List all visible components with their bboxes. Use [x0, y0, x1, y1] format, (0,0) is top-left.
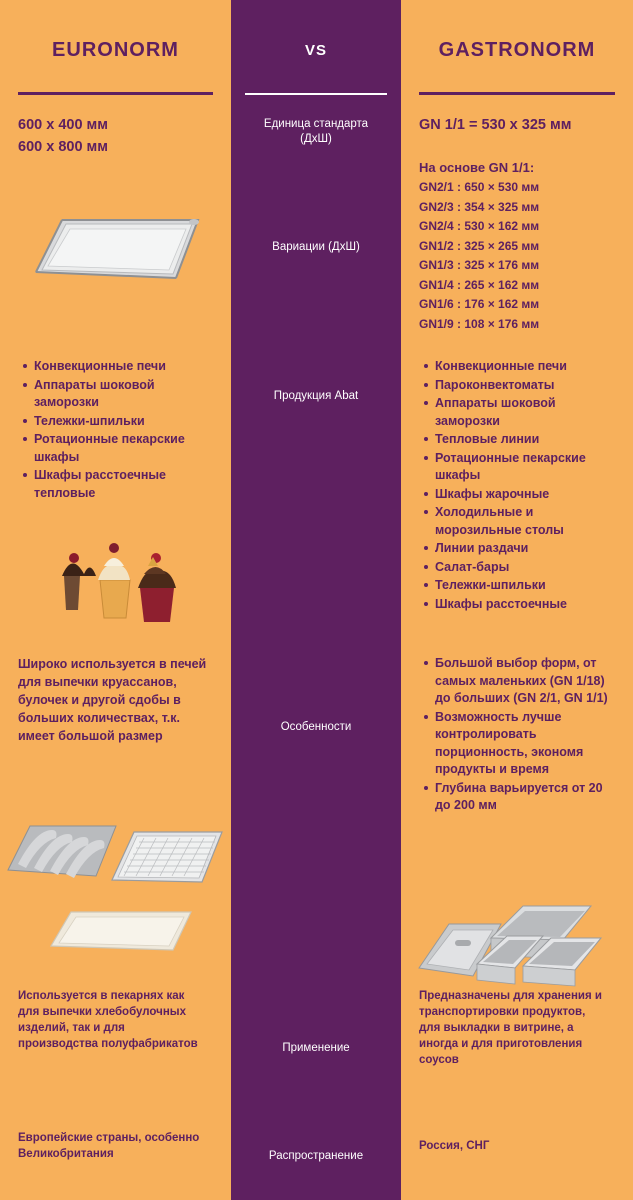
- euronorm-size-1: 600 x 400 мм: [18, 117, 108, 133]
- cupcakes-illustration: [48, 518, 198, 633]
- row-label-standard-unit: [231, 117, 401, 147]
- euronorm-application: [0, 988, 221, 1052]
- gastronorm-application-text: Предназначены для хранения и транспортировки продуктов, для выкладки в витрине, а иногда и для приготовления соусов: [419, 990, 602, 1066]
- list-item: Возможность лучше контролировать порционность, экономя продукты и время: [435, 709, 611, 779]
- variation-item: GN2/3 : 354 × 325 мм: [419, 199, 540, 214]
- euronorm-products: [18, 358, 213, 502]
- header-divider-right: [419, 92, 615, 95]
- euronorm-features: [0, 655, 225, 745]
- list-item: Глубина варьируется от 20 до 200 мм: [435, 780, 611, 815]
- euronorm-application-text: Используется в пекарнях как для выпечки хлебобулочных изделий, так и для производства полуфабрикатов: [18, 990, 198, 1050]
- column-euronorm: [0, 0, 231, 1200]
- list-item: Большой выбор форм, от самых маленьких (GN 1/18) до больших (GN 2/1, GN 1/1): [435, 655, 611, 708]
- gastronorm-title: GASTRONORM: [438, 38, 596, 61]
- header-divider-left: [18, 92, 213, 95]
- baguette-tray-icon: [4, 810, 229, 895]
- variation-item: GN1/3 : 325 × 176 мм: [419, 258, 540, 272]
- gastronorm-header: [401, 0, 633, 100]
- list-item: Линии раздачи: [435, 540, 615, 558]
- gastronorm-distribution-text: Россия, СНГ: [419, 1140, 490, 1152]
- gastronorm-features-list: [419, 655, 611, 815]
- gn-container-icon: [415, 880, 615, 995]
- baking-sheet-illustration: [26, 200, 206, 305]
- row-label-variations: Вариации (ДхШ): [272, 241, 360, 253]
- list-item: Ротационные пекарские шкафы: [34, 431, 213, 466]
- list-item: Пароконвектоматы: [435, 377, 615, 395]
- euronorm-distribution-text: Европейские страны, особенно Великобритания: [18, 1132, 200, 1160]
- list-item: Тележки-шпильки: [435, 577, 615, 595]
- perforated-trays-illustration: [4, 810, 229, 900]
- list-item: Аппараты шоковой заморозки: [435, 395, 615, 430]
- gn-containers-illustration: [415, 880, 615, 1000]
- vs-header: [231, 0, 401, 100]
- euronorm-products-list: [0, 358, 231, 503]
- column-labels: [231, 0, 401, 1200]
- variation-item: GN1/6 : 176 × 162 мм: [419, 297, 540, 311]
- list-item: Шкафы расстоечные: [435, 596, 615, 614]
- euronorm-size-2: 600 x 800 мм: [18, 139, 108, 155]
- list-item: Аппараты шоковой заморозки: [34, 377, 213, 412]
- gastronorm-products: [419, 358, 615, 613]
- variation-item: GN1/4 : 265 × 162 мм: [419, 277, 540, 292]
- gastronorm-distribution: [401, 1138, 627, 1154]
- list-item: Шкафы жарочные: [435, 486, 615, 504]
- variation-item: GN1/2 : 325 × 265 мм: [419, 238, 540, 253]
- vs-title: VS: [304, 41, 327, 59]
- variation-item: GN2/4 : 530 × 162 мм: [419, 219, 540, 233]
- list-item: Конвекционные печи: [34, 358, 213, 376]
- gastronorm-standard-size: [401, 114, 633, 136]
- baking-sheet-icon: [26, 200, 206, 300]
- euronorm-standard-sizes: [0, 114, 231, 158]
- list-item: Тепловые линии: [435, 431, 615, 449]
- euronorm-distribution: [0, 1130, 225, 1162]
- white-tray-illustration: [45, 900, 200, 967]
- gastronorm-variations: [401, 158, 633, 334]
- euronorm-header: [0, 0, 231, 100]
- column-gastronorm: [401, 0, 633, 1200]
- list-item: Ротационные пекарские шкафы: [435, 450, 615, 485]
- variations-title: На основе GN 1/1:: [419, 160, 535, 175]
- white-tray-icon: [45, 900, 200, 962]
- list-item: Конвекционные печи: [435, 358, 615, 376]
- list-item: Тележки-шпильки: [34, 413, 213, 431]
- row-label-standard-unit-line1: Единица стандарта: [263, 118, 369, 130]
- row-label-application: Применение: [282, 1042, 350, 1054]
- gastronorm-products-list: [401, 358, 633, 614]
- euronorm-title: EURONORM: [52, 38, 179, 61]
- variation-item: GN2/1 : 650 × 530 мм: [419, 180, 540, 194]
- row-label-standard-unit-line2: (ДхШ): [300, 133, 332, 145]
- gastronorm-application: [401, 988, 627, 1068]
- gastronorm-features: [401, 655, 629, 816]
- gastronorm-size-1: GN 1/1 = 530 x 325 мм: [419, 117, 572, 133]
- cupcakes-icon: [48, 518, 198, 628]
- list-item: Салат-бары: [435, 559, 615, 577]
- row-label-distribution: Распространение: [268, 1150, 364, 1162]
- euronorm-features-text: Широко используется в печей для выпечки круассанов, булочек и другой сдобы в больших количествах, т.к. имеет большой размер: [18, 657, 207, 743]
- header-divider-mid: [245, 93, 387, 95]
- list-item: Шкафы расстоечные тепловые: [34, 467, 213, 502]
- list-item: Холодильные и морозильные столы: [435, 504, 615, 539]
- row-label-products: Продукция Abat: [273, 390, 359, 402]
- variation-item: GN1/9 : 108 × 176 мм: [419, 316, 540, 331]
- row-label-features: Особенности: [280, 721, 352, 733]
